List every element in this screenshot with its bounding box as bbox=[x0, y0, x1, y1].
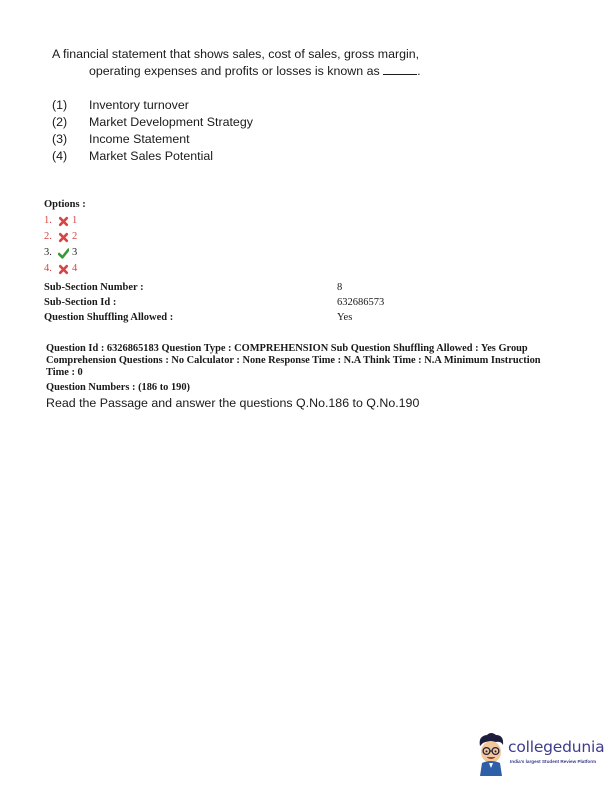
option-value: 4 bbox=[72, 263, 78, 274]
answer-blank bbox=[383, 63, 417, 75]
choice-number: (3) bbox=[52, 132, 68, 146]
shuffling-value: Yes bbox=[337, 312, 353, 323]
choice-item bbox=[52, 148, 253, 165]
option-row bbox=[44, 261, 86, 277]
option-number: 4. bbox=[44, 263, 52, 274]
question-numbers: Question Numbers : (186 to 190) bbox=[46, 382, 191, 393]
brand-name: collegedunia bbox=[508, 738, 605, 756]
option-number: 3. bbox=[44, 247, 52, 258]
choice-number: (4) bbox=[52, 149, 68, 163]
question-info-line-2: Comprehension Questions : No Calculator : None Response Time : N.A Think Time : N.A Minimum Instruction bbox=[46, 355, 541, 366]
question-info bbox=[46, 343, 568, 379]
cross-icon bbox=[58, 264, 69, 275]
collegedunia-logo bbox=[474, 730, 604, 778]
subsection-number-label: Sub-Section Number : bbox=[44, 282, 144, 293]
option-row bbox=[44, 229, 86, 245]
question-line-2-text: operating expenses and profits or losses is known as bbox=[89, 64, 380, 78]
check-icon bbox=[58, 248, 69, 259]
student-mascot-icon bbox=[474, 732, 508, 776]
option-number: 2. bbox=[44, 231, 52, 242]
passage-instruction: Read the Passage and answer the questions Q.No.186 to Q.No.190 bbox=[46, 396, 420, 410]
choice-item bbox=[52, 97, 253, 114]
options-title: Options : bbox=[44, 199, 86, 210]
question-info-line-3: Time : 0 bbox=[46, 367, 83, 378]
choice-list bbox=[52, 97, 253, 165]
question-text bbox=[52, 46, 522, 80]
option-value: 3 bbox=[72, 247, 78, 258]
choice-number: (1) bbox=[52, 98, 68, 112]
question-info-line-1: Question Id : 6326865183 Question Type : COMPREHENSION Sub Question Shuffling Allowed : Yes Group bbox=[46, 343, 528, 354]
question-line-1: A financial statement that shows sales, cost of sales, gross margin, bbox=[52, 47, 420, 61]
subsection-id-label: Sub-Section Id : bbox=[44, 297, 117, 308]
shuffling-label: Question Shuffling Allowed : bbox=[44, 312, 174, 323]
choice-number: (2) bbox=[52, 115, 68, 129]
cross-icon bbox=[58, 216, 69, 227]
choice-item bbox=[52, 131, 253, 148]
subsection-id-value: 632686573 bbox=[337, 297, 385, 308]
option-value: 2 bbox=[72, 231, 78, 242]
choice-item bbox=[52, 114, 253, 131]
brand-tagline: India's largest Student Review Platform bbox=[510, 759, 597, 764]
cross-icon bbox=[58, 232, 69, 243]
question-blank-end: . bbox=[417, 64, 421, 78]
choice-text: Market Development Strategy bbox=[89, 115, 253, 129]
option-row bbox=[44, 245, 86, 261]
option-number: 1. bbox=[44, 215, 52, 226]
option-row bbox=[44, 213, 86, 229]
choice-text: Income Statement bbox=[89, 132, 190, 146]
option-value: 1 bbox=[72, 215, 78, 226]
question-line-2 bbox=[52, 63, 522, 80]
choice-text: Inventory turnover bbox=[89, 98, 189, 112]
choice-text: Market Sales Potential bbox=[89, 149, 213, 163]
subsection-number-value: 8 bbox=[337, 282, 343, 293]
options-block bbox=[44, 199, 86, 277]
